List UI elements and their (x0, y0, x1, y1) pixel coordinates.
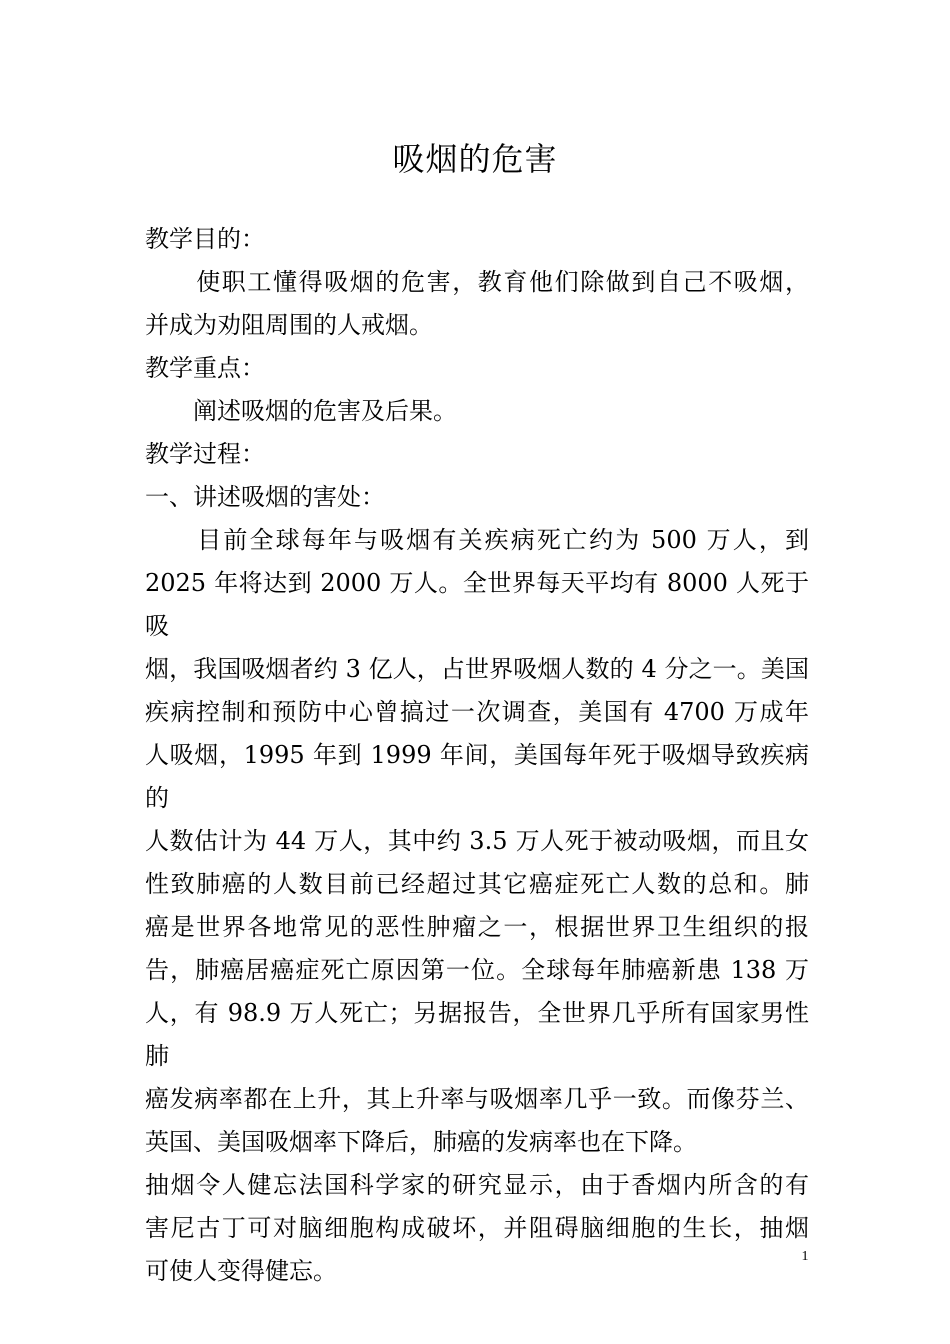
forgetfulness-paragraph-line-3: 可使人变得健忘。 (145, 1257, 337, 1285)
objective-text-line-1: 使职工懂得吸烟的危害，教育他们除做到自己不吸烟， (145, 268, 809, 296)
focus-text-line: 阐述吸烟的危害及后果。 (145, 397, 457, 425)
harms-paragraph-line-7: 性致肺癌的人数目前已经超过其它癌症死亡人数的总和。肺 (145, 870, 809, 898)
heading-teaching-objective: 教学目的： (145, 225, 265, 253)
harms-paragraph-line-1: 目前全球每年与吸烟有关疾病死亡约为 500 万人，到 (145, 526, 809, 554)
document-title: 吸烟的危害 (392, 140, 558, 178)
heading-teaching-process: 教学过程： (145, 440, 265, 468)
harms-paragraph-line-5: 人吸烟，1995 年到 1999 年间，美国每年死于吸烟导致疾病的 (145, 741, 809, 812)
harms-paragraph-line-8: 癌是世界各地常见的恶性肿瘤之一，根据世界卫生组织的报 (145, 913, 809, 941)
forgetfulness-paragraph-line-2: 害尼古丁可对脑细胞构成破坏，并阻碍脑细胞的生长，抽烟 (145, 1214, 809, 1242)
harms-paragraph-line-12: 英国、美国吸烟率下降后，肺癌的发病率也在下降。 (145, 1128, 697, 1156)
objective-text-line-2: 并成为劝阻周围的人戒烟。 (145, 311, 433, 339)
forgetfulness-paragraph-line-1: 抽烟令人健忘法国科学家的研究显示，由于香烟内所含的有 (145, 1171, 809, 1199)
harms-paragraph-line-3: 烟，我国吸烟者约 3 亿人，占世界吸烟人数的 4 分之一。美国 (145, 655, 809, 683)
heading-teaching-focus: 教学重点： (145, 354, 265, 382)
harms-paragraph-line-2: 2025 年将达到 2000 万人。全世界每天平均有 8000 人死于吸 (145, 569, 809, 640)
harms-paragraph-line-6: 人数估计为 44 万人，其中约 3.5 万人死于被动吸烟，而且女 (145, 827, 809, 855)
harms-paragraph-line-10: 人，有 98.9 万人死亡；另据报告，全世界几乎所有国家男性肺 (145, 999, 809, 1070)
document-body (145, 218, 809, 1293)
harms-paragraph-line-9: 告，肺癌居癌症死亡原因第一位。全球每年肺癌新患 138 万 (145, 956, 809, 984)
page-number: 1 (801, 1249, 809, 1264)
section-heading-harms: 一、讲述吸烟的害处： (145, 483, 385, 511)
harms-paragraph-line-11: 癌发病率都在上升，其上升率与吸烟率几乎一致。而像芬兰、 (145, 1085, 809, 1113)
harms-paragraph-line-4: 疾病控制和预防中心曾搞过一次调查，美国有 4700 万成年 (145, 698, 809, 726)
